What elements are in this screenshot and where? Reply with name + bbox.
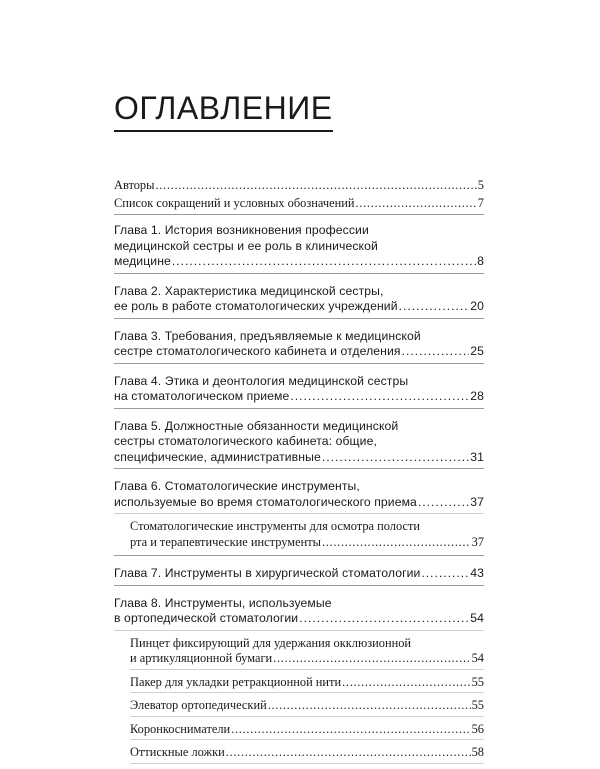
toc-entry-text: используемые во время стоматологического приема bbox=[114, 494, 417, 509]
dot-leader bbox=[342, 675, 470, 691]
toc-page-number: 31 bbox=[470, 449, 484, 464]
toc-entry-authors[interactable] bbox=[114, 178, 484, 194]
toc-entry-text: Оттискные ложки bbox=[130, 745, 225, 759]
dot-leader bbox=[322, 535, 471, 551]
toc-entry-text: Глава 8. Инструменты, используемые bbox=[114, 595, 332, 610]
toc-entry-text: на стоматологическом приеме bbox=[114, 389, 290, 403]
dot-leader bbox=[299, 611, 469, 627]
dot-leader bbox=[226, 745, 471, 761]
toc-entry-text: сестры стоматологического кабинета: общие, bbox=[114, 434, 377, 448]
toc-entry-text: Глава 6. Стоматологические инструменты, bbox=[114, 479, 360, 493]
toc-entry-chapter-5[interactable] bbox=[114, 419, 484, 470]
toc-entry-chapter-8[interactable] bbox=[114, 596, 484, 631]
toc-entry-chapter-7[interactable] bbox=[114, 566, 484, 586]
toc-page-number: 28 bbox=[470, 389, 484, 403]
toc-page-number: 8 bbox=[477, 254, 484, 268]
toc-entry-text: Стоматологические инструменты для осмотра полости bbox=[130, 519, 421, 533]
toc-entry-chapter-3[interactable] bbox=[114, 329, 484, 364]
toc-page-number: 20 bbox=[470, 299, 484, 313]
toc-entry-chapter-2[interactable] bbox=[114, 284, 484, 319]
toc-page-number: 25 bbox=[470, 344, 484, 358]
table-of-contents bbox=[114, 178, 484, 769]
toc-entry-subsection-oral-exam-instruments[interactable] bbox=[130, 519, 484, 552]
toc-entry-text: ее роль в работе стоматологических учреждений bbox=[114, 299, 398, 313]
toc-group-chapter-6 bbox=[114, 479, 484, 556]
toc-entry-chapter-1[interactable] bbox=[114, 223, 484, 274]
toc-entry-text: Глава 3. Требования, предъявляемые к медицинской bbox=[114, 328, 421, 343]
toc-entry-text: и артикуляционной бумаги bbox=[130, 651, 273, 665]
toc-entry-text: Глава 5. Должностные обязанности медицинской bbox=[114, 418, 399, 433]
toc-entry-subsection-retraction-cord-packer[interactable] bbox=[130, 675, 484, 694]
toc-entry-text: Список сокращений и условных обозначений bbox=[114, 195, 355, 210]
toc-entry-subsection-crown-removers[interactable] bbox=[130, 722, 484, 741]
toc-entry-text: Глава 7. Инструменты в хирургической стоматологии bbox=[114, 566, 421, 580]
toc-entry-text: Коронкосниматели bbox=[130, 721, 231, 736]
dot-leader bbox=[421, 566, 469, 582]
dot-leader bbox=[322, 450, 469, 466]
toc-page-number: 56 bbox=[471, 721, 484, 736]
dot-leader bbox=[402, 344, 470, 360]
toc-entry-text: Глава 4. Этика и деонтология медицинской сестры bbox=[114, 373, 409, 388]
toc-page-number: 37 bbox=[471, 534, 484, 549]
toc-entry-text: Глава 1. История возникновения профессии bbox=[114, 223, 369, 237]
toc-entry-text: Элеватор ортопедический bbox=[130, 698, 267, 712]
toc-entry-subsection-fixing-tweezers[interactable] bbox=[130, 636, 484, 670]
toc-page-number: 7 bbox=[477, 195, 484, 210]
dot-leader bbox=[172, 254, 476, 270]
page-title: ОГЛАВЛЕНИЕ bbox=[114, 92, 333, 132]
toc-page-number: 55 bbox=[471, 698, 484, 712]
toc-entry-text: Авторы bbox=[114, 178, 155, 192]
dot-leader bbox=[356, 196, 477, 212]
toc-entry-text: Глава 2. Характеристика медицинской сестры, bbox=[114, 283, 384, 298]
toc-entry-text: в ортопедической стоматологии bbox=[114, 611, 299, 625]
toc-page-number: 58 bbox=[471, 745, 484, 759]
toc-page-number: 37 bbox=[470, 494, 484, 509]
dot-leader bbox=[268, 698, 471, 714]
toc-page-number: 5 bbox=[477, 178, 484, 192]
toc-entry-chapter-4[interactable] bbox=[114, 374, 484, 409]
dot-leader bbox=[418, 495, 469, 511]
toc-entry-subsection-impression-trays[interactable] bbox=[130, 745, 484, 764]
toc-entry-text: специфические, административные bbox=[114, 449, 321, 464]
toc-entry-abbreviations[interactable] bbox=[114, 196, 484, 216]
toc-page-number: 54 bbox=[470, 611, 484, 625]
dot-leader bbox=[273, 651, 470, 667]
dot-leader bbox=[399, 299, 470, 315]
toc-entry-text: Пакер для укладки ретракционной нити bbox=[130, 674, 342, 689]
toc-entry-text: Пинцет фиксирующий для удержания окклюзионной bbox=[130, 635, 412, 650]
toc-entry-text: рта и терапевтические инструменты bbox=[130, 534, 321, 549]
dot-leader bbox=[155, 178, 476, 194]
toc-page-number: 55 bbox=[471, 674, 484, 689]
toc-entry-chapter-6[interactable] bbox=[114, 479, 484, 514]
toc-entry-text: медицинской сестры и ее роль в клинической bbox=[114, 238, 378, 253]
dot-leader bbox=[231, 722, 470, 738]
toc-entry-text: сестре стоматологического кабинета и отделения bbox=[114, 344, 401, 358]
toc-page-number: 54 bbox=[471, 651, 484, 665]
toc-entry-subsection-prosthetic-elevator[interactable] bbox=[130, 698, 484, 717]
toc-page-number: 43 bbox=[470, 566, 484, 580]
toc-entry-text: медицине bbox=[114, 254, 171, 268]
dot-leader bbox=[290, 389, 469, 405]
